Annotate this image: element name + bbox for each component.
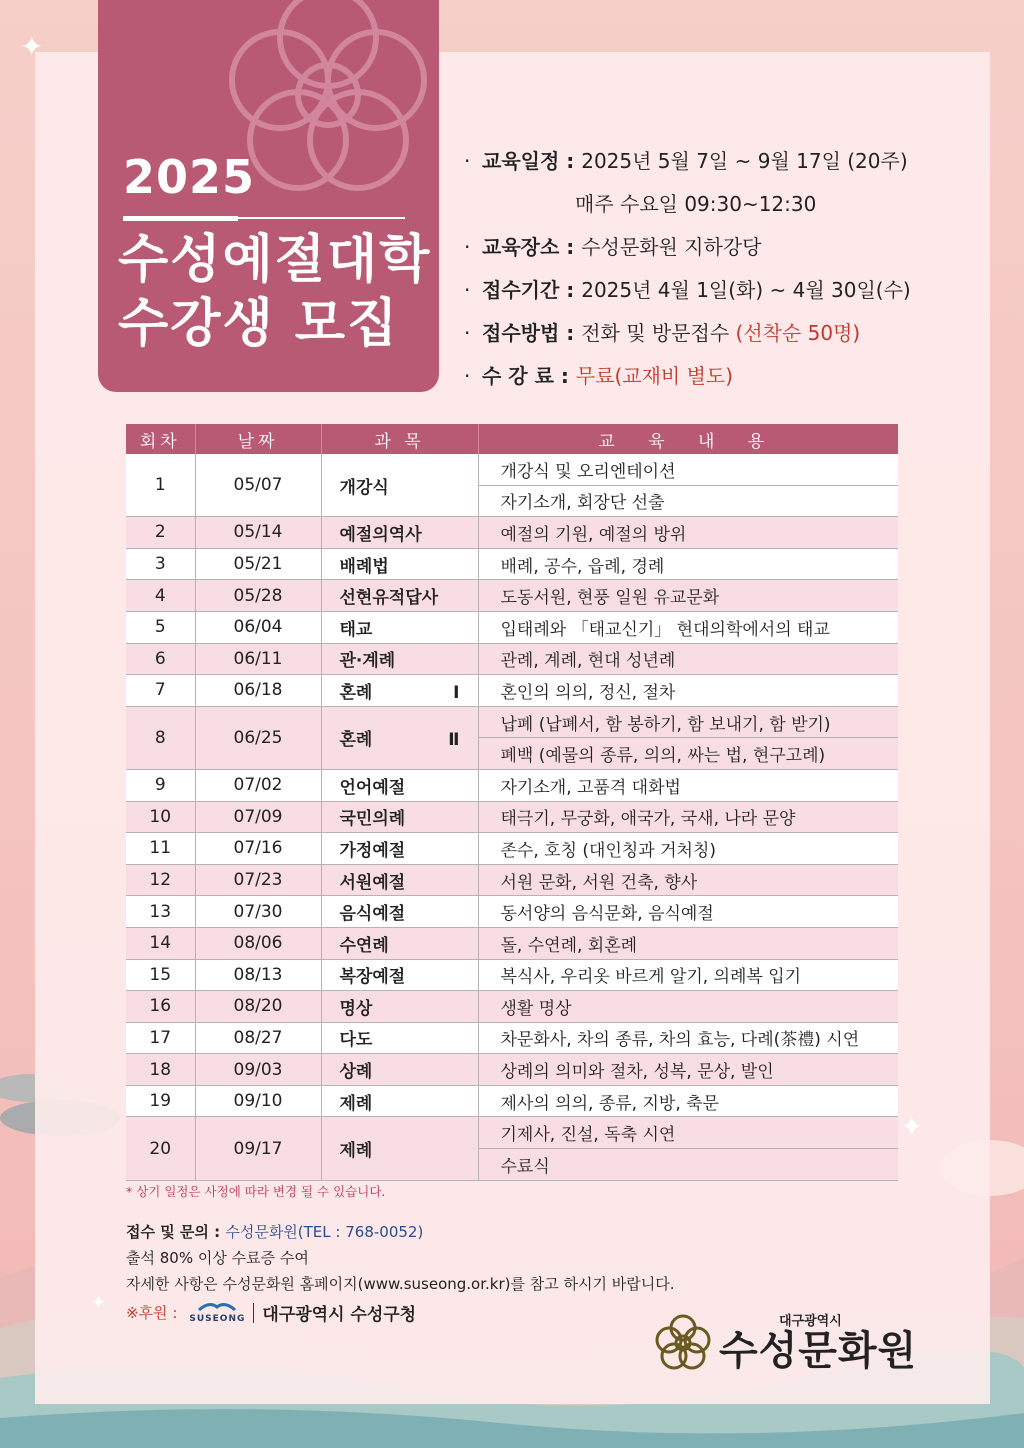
row-subject-text: 수연례 — [339, 935, 389, 956]
row-subject-text: 제례 — [339, 1093, 373, 1114]
row-date: 09/10 — [195, 1085, 321, 1117]
row-subject — [321, 927, 478, 959]
row-content: 폐백 (예물의 종류, 의의, 싸는 법, 현구고례) — [478, 738, 898, 770]
row-no: 16 — [126, 991, 195, 1023]
row-content: 자기소개, 회장단 선출 — [478, 485, 898, 517]
header-content: 교 육 내 용 — [478, 424, 898, 454]
row-subject-text: 명상 — [339, 998, 373, 1019]
row-subject — [321, 1117, 478, 1180]
row-subject-text: 언어예절 — [339, 777, 406, 798]
row-date: 08/13 — [195, 959, 321, 991]
table-row — [126, 833, 898, 865]
table-row — [126, 1117, 898, 1149]
schedule-table — [126, 424, 898, 1181]
row-subject-text: 개강식 — [339, 477, 389, 498]
header-no: 회차 — [126, 424, 195, 454]
row-no: 20 — [126, 1117, 195, 1180]
row-subject-text: 예절의역사 — [339, 524, 422, 545]
row-no: 19 — [126, 1085, 195, 1117]
row-subject-text: 가정예절 — [339, 840, 406, 861]
row-no: 10 — [126, 801, 195, 833]
row-subject — [321, 991, 478, 1023]
row-subject — [321, 864, 478, 896]
row-subject-text: 상례 — [339, 1062, 373, 1083]
info-list — [464, 140, 911, 398]
row-date: 06/25 — [195, 706, 321, 769]
info-schedule: · 교육일정 : 2025년 5월 7일 ~ 9월 17일 (20주) — [464, 149, 908, 173]
row-date: 08/06 — [195, 927, 321, 959]
row-subject-text: 서원예절 — [339, 872, 406, 893]
header-date: 날짜 — [195, 424, 321, 454]
table-row — [126, 580, 898, 612]
title-line-2: 수강생 모집 — [118, 294, 400, 354]
row-subject — [321, 548, 478, 580]
row-date: 07/30 — [195, 896, 321, 928]
row-content: 제사의 의의, 종류, 지방, 축문 — [478, 1085, 898, 1117]
table-row — [126, 1085, 898, 1117]
row-content: 복식사, 우리옷 바르게 알기, 의례복 입기 — [478, 959, 898, 991]
table-row — [126, 517, 898, 549]
row-date: 07/16 — [195, 833, 321, 865]
row-subject-text: 다도 — [339, 1030, 373, 1051]
table-row — [126, 864, 898, 896]
row-content: 배례, 공수, 읍례, 경례 — [478, 548, 898, 580]
row-no: 14 — [126, 927, 195, 959]
title-box — [98, 0, 439, 392]
row-subject — [321, 801, 478, 833]
row-date: 07/23 — [195, 864, 321, 896]
row-no: 3 — [126, 548, 195, 580]
row-subject — [321, 769, 478, 801]
table-row — [126, 548, 898, 580]
row-date: 05/21 — [195, 548, 321, 580]
row-no: 5 — [126, 611, 195, 643]
row-subject-text: 혼례Ⅰ — [339, 682, 460, 703]
info-value: 수성문화원 지하강당 — [581, 235, 762, 259]
info-schedule-time — [464, 183, 911, 226]
table-row — [126, 991, 898, 1023]
row-subject-text: 혼례Ⅱ — [339, 730, 460, 751]
info-location: · 교육장소 : 수성문화원 지하강당 — [464, 235, 762, 259]
suseong-logo: SUSEONG — [189, 1301, 245, 1324]
contact-label: 접수 및 문의 : — [126, 1223, 226, 1241]
suseong-logo-icon — [197, 1301, 237, 1311]
table-row — [126, 643, 898, 675]
info-value: 2025년 4월 1일(화) ~ 4월 30일(수) — [581, 278, 911, 302]
row-no: 15 — [126, 959, 195, 991]
row-content: 서원 문화, 서원 건축, 향사 — [478, 864, 898, 896]
row-content: 차문화사, 차의 종류, 차의 효능, 다례(茶禮) 시연 — [478, 1022, 898, 1054]
table-row — [126, 611, 898, 643]
row-subject — [321, 1085, 478, 1117]
info-value: 매주 수요일 09:30~12:30 — [575, 192, 817, 216]
info-highlight: (선착순 50명) — [735, 321, 861, 345]
table-row — [126, 769, 898, 801]
row-no: 8 — [126, 706, 195, 769]
info-value: 2025년 5월 7일 ~ 9월 17일 (20주) — [581, 149, 908, 173]
table-row — [126, 454, 898, 485]
row-date: 06/18 — [195, 675, 321, 707]
row-date: 05/14 — [195, 517, 321, 549]
row-no: 13 — [126, 896, 195, 928]
row-subject-text: 배례법 — [339, 556, 389, 577]
sponsor-label: ※후원 : — [126, 1304, 178, 1322]
row-subject-text: 선현유적답사 — [339, 588, 439, 609]
header-subject: 과 목 — [321, 424, 478, 454]
row-subject-text: 음식예절 — [339, 904, 406, 925]
row-subject — [321, 896, 478, 928]
table-row — [126, 675, 898, 707]
page-title — [118, 228, 431, 356]
row-no: 1 — [126, 454, 195, 517]
row-date: 09/03 — [195, 1054, 321, 1086]
row-content: 자기소개, 고품격 대화법 — [478, 769, 898, 801]
table-header — [126, 424, 898, 454]
sponsor-gu: 대구광역시 수성구청 — [262, 1305, 417, 1325]
row-content: 혼인의 의의, 정신, 절차 — [478, 675, 898, 707]
info-method: · 접수방법 : 전화 및 방문접수 (선착순 50명) — [464, 321, 861, 345]
contact-info — [126, 1219, 674, 1297]
row-subject — [321, 611, 478, 643]
row-subject-text: 관·계례 — [339, 651, 396, 672]
row-content: 개강식 및 오리엔테이션 — [478, 454, 898, 485]
row-no: 4 — [126, 580, 195, 612]
contact-value: 수성문화원(TEL : 768-0052) — [225, 1223, 424, 1241]
table-row — [126, 1022, 898, 1054]
row-content: 기제사, 진설, 독축 시연 — [478, 1117, 898, 1149]
row-subject-text: 복장예절 — [339, 967, 406, 988]
row-date: 06/04 — [195, 611, 321, 643]
row-content: 예절의 기원, 예절의 방위 — [478, 517, 898, 549]
sparkle-icon: ✦ — [20, 30, 44, 63]
logo-sub: 대구광역시 — [779, 1314, 842, 1329]
info-highlight: 무료(교재비 별도) — [575, 364, 734, 388]
table-row — [126, 706, 898, 738]
row-no: 7 — [126, 675, 195, 707]
row-subject — [321, 833, 478, 865]
row-content: 입태례와 「태교신기」 현대의학에서의 태교 — [478, 611, 898, 643]
table-row — [126, 1054, 898, 1086]
title-line-1: 수성예절대학 — [118, 230, 432, 290]
sparkle-icon: ✦ — [90, 1290, 107, 1314]
row-subject-text: 국민의례 — [339, 809, 406, 830]
row-subject — [321, 454, 478, 517]
row-content: 태극기, 무궁화, 애국가, 국새, 나라 문양 — [478, 801, 898, 833]
info-period: · 접수기간 : 2025년 4월 1일(화) ~ 4월 30일(수) — [464, 278, 911, 302]
row-subject — [321, 706, 478, 769]
row-content: 돌, 수연례, 회혼례 — [478, 927, 898, 959]
row-content: 생활 명상 — [478, 991, 898, 1023]
row-no: 12 — [126, 864, 195, 896]
row-subject — [321, 517, 478, 549]
row-date: 08/20 — [195, 991, 321, 1023]
row-content: 관례, 계례, 현대 성년례 — [478, 643, 898, 675]
culture-center-emblem-icon — [655, 1314, 711, 1370]
logo-main: 수성문화원 — [719, 1328, 918, 1374]
row-no: 2 — [126, 517, 195, 549]
divider-accent — [123, 216, 238, 221]
row-no: 18 — [126, 1054, 195, 1086]
row-content: 동서양의 음식문화, 음식예절 — [478, 896, 898, 928]
schedule-body — [126, 454, 898, 1180]
row-no: 17 — [126, 1022, 195, 1054]
culture-center-logo — [655, 1310, 917, 1373]
row-date: 07/09 — [195, 801, 321, 833]
row-date: 07/02 — [195, 769, 321, 801]
table-row — [126, 959, 898, 991]
row-no: 11 — [126, 833, 195, 865]
row-subject — [321, 959, 478, 991]
row-subject — [321, 675, 478, 707]
year: 2025 — [123, 150, 256, 204]
row-date: 08/27 — [195, 1022, 321, 1054]
row-content: 존수, 호칭 (대인칭과 거처칭) — [478, 833, 898, 865]
sparkle-icon: ✦ — [900, 1110, 924, 1143]
row-date: 05/28 — [195, 580, 321, 612]
row-date: 06/11 — [195, 643, 321, 675]
row-subject-text: 제례 — [339, 1141, 373, 1162]
info-fee: · 수 강 료 : 무료(교재비 별도) — [464, 364, 734, 388]
contact-line-attendance: 출석 80% 이상 수료증 수여 — [126, 1249, 309, 1267]
table-row — [126, 801, 898, 833]
table-row — [126, 896, 898, 928]
row-content: 납폐 (납폐서, 함 봉하기, 함 보내기, 함 받기) — [478, 706, 898, 738]
row-subject — [321, 1054, 478, 1086]
contact-line-website: 자세한 사항은 수성문화원 홈페이지(www.suseong.or.kr)를 참고 하시기 바랍니다. — [126, 1275, 675, 1293]
sponsor — [126, 1300, 416, 1325]
row-subject — [321, 1022, 478, 1054]
info-value: 전화 및 방문접수 — [581, 321, 736, 345]
schedule-note: * 상기 일정은 사정에 따라 변경 될 수 있습니다. — [126, 1184, 386, 1199]
row-date: 05/07 — [195, 454, 321, 517]
row-content: 상례의 의미와 절차, 성복, 문상, 발인 — [478, 1054, 898, 1086]
row-no: 6 — [126, 643, 195, 675]
row-subject-text: 태교 — [339, 619, 373, 640]
row-no: 9 — [126, 769, 195, 801]
row-subject — [321, 580, 478, 612]
row-subject — [321, 643, 478, 675]
row-content: 수료식 — [478, 1149, 898, 1181]
row-date: 09/17 — [195, 1117, 321, 1180]
table-row — [126, 927, 898, 959]
row-content: 도동서원, 현풍 일원 유교문화 — [478, 580, 898, 612]
